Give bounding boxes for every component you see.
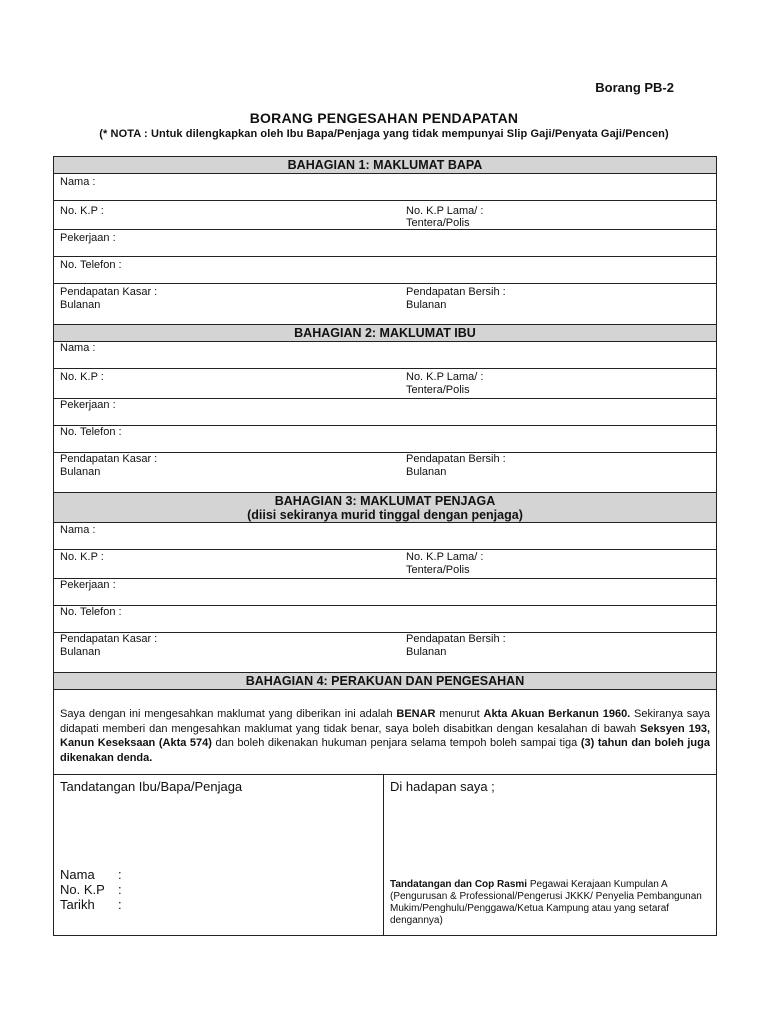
section3-subtitle: (diisi sekiranya murid tinggal dengan penjaga) [247,508,523,522]
section3-header [54,493,716,523]
official-signature-box[interactable] [384,775,716,935]
nama-label: Nama : [60,524,96,536]
section2-pekerjaan-row[interactable] [54,399,716,426]
pendapatan-bersih-label: Pendapatan Bersih : [406,286,506,298]
form-table [53,156,717,936]
no-telefon-label: No. Telefon : [60,606,122,618]
no-kp-label: No. K.P : [60,551,104,563]
pendapatan-bersih-label: Pendapatan Bersih : [406,633,506,645]
tentera-polis-label: Tentera/Polis [406,564,470,576]
pendapatan-kasar-label: Pendapatan Kasar : [60,286,158,298]
no-telefon-label: No. Telefon : [60,426,122,438]
no-kp-lama-label: No. K.P Lama/ : [406,371,484,383]
nama-label: Nama : [60,342,96,354]
section3-title: BAHAGIAN 3: MAKLUMAT PENJAGA [274,494,496,508]
section3-kp-row[interactable] [54,550,716,579]
no-kp-label: No. K.P : [60,205,104,217]
section3-pendapatan-row[interactable] [54,633,716,673]
form-title: BORANG PENGESAHAN PENDAPATAN [249,110,519,126]
section1-pendapatan-row[interactable] [54,284,716,325]
sig-nama-label: Nama [60,867,95,882]
parent-signature-box[interactable] [54,775,384,935]
tentera-polis-label: Tentera/Polis [406,217,470,229]
pekerjaan-label: Pekerjaan : [60,579,116,591]
bulanan-label: Bulanan [406,299,447,311]
colon: : [118,867,122,882]
parent-signature-label: Tandatangan Ibu/Bapa/Penjaga [60,779,243,794]
section2-pendapatan-row[interactable] [54,453,716,493]
no-kp-lama-label: No. K.P Lama/ : [406,551,484,563]
sig-no-kp-label: No. K.P [60,882,105,897]
section1-nama-row[interactable] [54,174,716,201]
official-witness-label: Di hadapan saya ; [390,779,495,794]
section1-title: BAHAGIAN 1: MAKLUMAT BAPA [287,158,483,172]
pekerjaan-label: Pekerjaan : [60,399,116,411]
form-code: Borang PB-2 [595,80,674,95]
section2-telefon-row[interactable] [54,426,716,453]
section3-pekerjaan-row[interactable] [54,579,716,606]
no-telefon-label: No. Telefon : [60,259,122,271]
section2-header [54,325,716,342]
bulanan-label: Bulanan [60,646,101,658]
section4-header [54,673,716,690]
section1-header [54,157,716,174]
pendapatan-kasar-label: Pendapatan Kasar : [60,453,158,465]
official-stamp-text: Tandatangan dan Cop Rasmi Pegawai Kerajaan Kumpulan A (Pengurusan & Professional/Pengerusi JKKK/ Penyelia Pembangunan Mukim/Penghulu/Penggawa/Ketua Kampung atau yang setaraf dengannya) [390,879,702,926]
declaration-text: Saya dengan ini mengesahkan maklumat yang diberikan ini adalah BENAR menurut Akta Akuan Berkanun 1960. Sekiranya saya didapati memberi dan mengesahkan maklumat yang tidak benar, saya boleh disabitkan dengan kesalahan di bawah Seksyen 193, Kanun Keseksaan (Akta 574) dan boleh dikenakan hukuman penjara selama tempoh boleh sampai tiga (3) tahun dan boleh juga dikenakan denda. [60,708,711,764]
section1-pekerjaan-row[interactable] [54,230,716,257]
section2-nama-row[interactable] [54,342,716,369]
section2-kp-row[interactable] [54,369,716,399]
declaration-row [54,690,716,775]
signature-area [54,775,716,935]
bulanan-label: Bulanan [60,466,101,478]
section1-kp-row[interactable] [54,201,716,230]
form-note: (* NOTA : Untuk dilengkapkan oleh Ibu Bapa/Penjaga yang tidak mempunyai Slip Gaji/Penyata Gaji/Pencen) [99,128,669,140]
bulanan-label: Bulanan [406,646,447,658]
section1-telefon-row[interactable] [54,257,716,284]
parent-details [60,867,122,912]
sig-tarikh-label: Tarikh [60,897,95,912]
section3-nama-row[interactable] [54,523,716,550]
pekerjaan-label: Pekerjaan : [60,232,116,244]
pendapatan-bersih-label: Pendapatan Bersih : [406,453,506,465]
section3-telefon-row[interactable] [54,606,716,633]
tentera-polis-label: Tentera/Polis [406,384,470,396]
nama-label: Nama : [60,176,96,188]
no-kp-lama-label: No. K.P Lama/ : [406,205,484,217]
no-kp-label: No. K.P : [60,371,104,383]
colon: : [118,897,122,912]
section2-title: BAHAGIAN 2: MAKLUMAT IBU [294,326,476,340]
bulanan-label: Bulanan [406,466,447,478]
colon: : [118,882,122,897]
bulanan-label: Bulanan [60,299,101,311]
pendapatan-kasar-label: Pendapatan Kasar : [60,633,158,645]
section4-title: BAHAGIAN 4: PERAKUAN DAN PENGESAHAN [245,674,525,688]
